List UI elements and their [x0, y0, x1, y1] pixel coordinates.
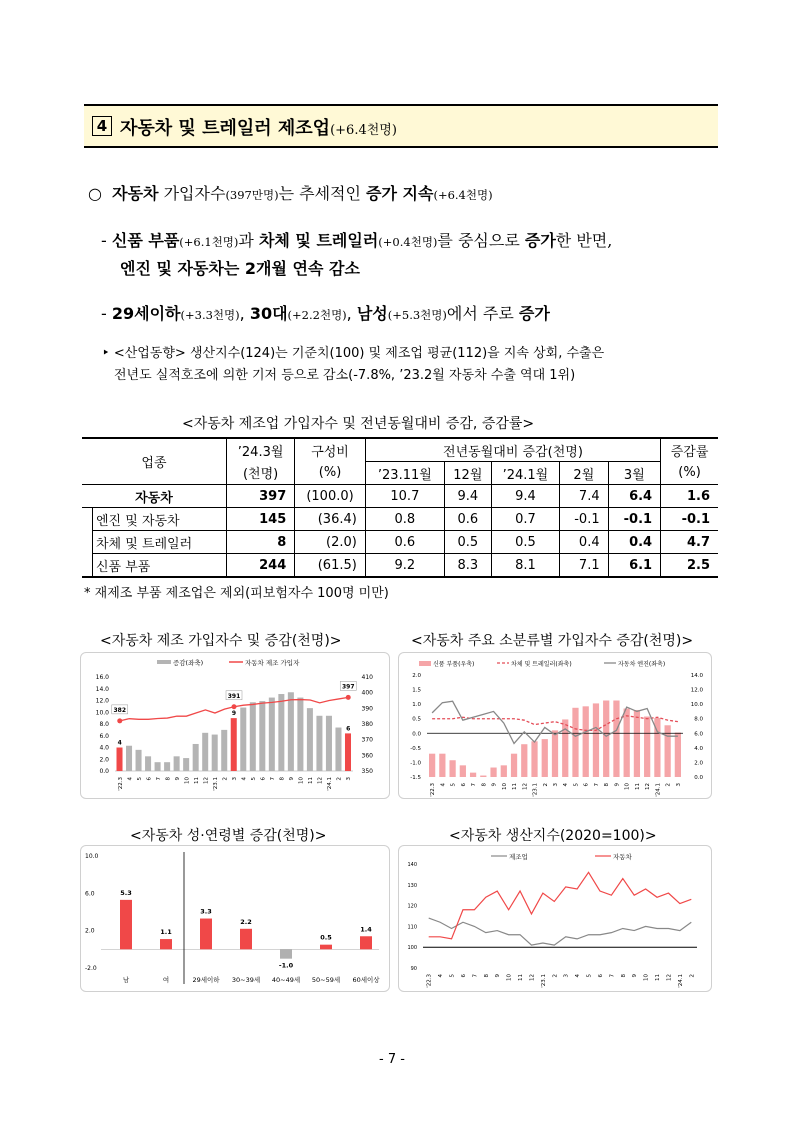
x-tick-label: 4 — [438, 974, 445, 978]
x-tick-label: 8 — [620, 974, 627, 978]
y-right-tick: 350 — [361, 768, 373, 775]
bar — [200, 919, 212, 950]
x-tick-label: 6 — [146, 777, 153, 781]
bar — [429, 754, 435, 777]
y-right-tick: 0.0 — [694, 775, 703, 781]
bar — [490, 768, 496, 777]
y-left-tick: 14.0 — [95, 685, 109, 693]
x-tick-label: 11 — [518, 974, 525, 981]
bar — [572, 708, 578, 777]
x-tick-label: 5 — [251, 777, 258, 781]
y-right-tick: 4.0 — [694, 745, 703, 752]
x-tick-label: 8 — [604, 783, 611, 787]
bar — [269, 698, 275, 771]
y-left-tick: 0.5 — [412, 716, 421, 723]
x-tick-label: 6 — [260, 777, 267, 781]
bar — [583, 706, 589, 777]
x-tick-label: 29세이하 — [192, 976, 220, 984]
bar — [501, 765, 507, 777]
line-marker — [232, 704, 237, 709]
series-line — [429, 872, 692, 939]
x-tick-label: 11 — [655, 974, 662, 981]
data-label: 9 — [231, 710, 237, 718]
y-right-tick: 12.0 — [690, 687, 703, 694]
x-tick-label: 50~59세 — [311, 976, 341, 984]
x-tick-label: '22.3 — [117, 777, 124, 791]
y-tick: -2.0 — [85, 965, 97, 972]
line-marker — [346, 695, 351, 700]
table-row: 신품 부품 244 (61.5) 9.2 8.3 8.1 7.1 6.1 2.5 — [82, 554, 718, 578]
x-tick-label: 7 — [472, 974, 479, 978]
bar — [160, 939, 172, 949]
x-tick-label: 11 — [634, 783, 641, 790]
table-row: 엔진 및 자동차 145 (36.4) 0.8 0.6 0.7 -0.1 -0.1 -0.1 — [82, 508, 718, 531]
y-left-tick: -1.5 — [410, 775, 421, 781]
x-tick-label: 11 — [308, 777, 315, 784]
subscriber-table: 업종 ’24.3월 구성비 전년동월대비 증감(천명) 증감률 (천명) (%) ’23.11월 12월 ’24.1월 2월 3월 (%) 자동차 397 (100.0) 10.7 9.4 9.4 7.4 6.4 1.6 엔진 및 자동차 145 (36.4) 0.8 0.6 0.7 -0.1 -0.1 -0.1 차체 및 트레일러 8 (2.0) 0.6 0.5 0.5 0.4 0.4 4.7 신품 부품 244 (61.5) 9.2 8.3 8.1 7.1 6.1 2.5 — [82, 437, 718, 578]
bar — [335, 728, 341, 771]
industry-note: ‣ <산업동향> 생산지수(124)는 기준치(100) 및 제조업 평균(112)을 지속 상회, 수출은 전년도 실적호조에 의한 기저 등으로 감소(-7.8%, ’23.2월 자동차 수출 역대 1위) — [102, 346, 605, 383]
bar — [562, 719, 568, 777]
legend-label: 증감(좌축) — [173, 659, 204, 667]
x-tick-label: '23.1 — [532, 783, 539, 797]
legend-label: 자동차 제조 가입자 — [245, 659, 300, 667]
bar — [480, 776, 486, 777]
bar — [511, 754, 517, 777]
bar — [297, 698, 303, 771]
x-tick-label: 7 — [270, 777, 277, 781]
section-header — [84, 104, 718, 148]
sub-point-demographics: - 29세이하(+3.3천명), 30대(+2.2천명), 남성(+5.3천명)에서 주로 증가 — [101, 304, 550, 323]
bar — [326, 716, 332, 771]
x-tick-label: 7 — [593, 783, 600, 787]
bar — [212, 735, 218, 771]
y-right-tick: 370 — [361, 736, 373, 744]
y-left-tick: -0.5 — [410, 745, 421, 752]
y-left-tick: 2.0 — [99, 756, 109, 764]
x-tick-label: 10 — [624, 783, 631, 790]
x-tick-label: 5 — [449, 974, 456, 978]
y-right-tick: 14.0 — [690, 673, 703, 679]
bar — [552, 730, 558, 777]
x-tick-label: 9 — [632, 974, 639, 978]
y-tick: 2.0 — [85, 927, 95, 935]
chart2-caption: <자동차 주요 소분류별 가입자수 증감(천명)> — [411, 633, 694, 649]
page-number: - 7 - — [379, 1052, 405, 1067]
legend-label: 신품 부품(우축) — [433, 661, 475, 668]
bar — [307, 708, 313, 771]
bar — [439, 754, 445, 777]
y-left-tick: 2.0 — [412, 673, 421, 679]
x-tick-label: 5 — [586, 974, 593, 978]
bar — [202, 733, 208, 771]
x-tick-label: 10 — [643, 974, 650, 981]
y-tick: 110 — [407, 924, 417, 931]
bar — [613, 701, 619, 778]
table-caption: <자동차 제조업 가입자수 및 전년동월대비 증감, 증감률> — [182, 416, 535, 432]
y-tick: 90 — [410, 966, 417, 972]
data-label: 6 — [346, 725, 351, 733]
bar — [155, 762, 161, 771]
x-tick-label: 10 — [298, 777, 305, 784]
x-tick-label: 2 — [552, 974, 559, 978]
y-tick: 140 — [407, 862, 417, 868]
x-tick-label: '24.1 — [655, 783, 662, 797]
data-label: 3.3 — [200, 907, 212, 916]
x-tick-label: 30~39세 — [231, 976, 261, 984]
bar — [120, 900, 132, 949]
x-tick-label: 12 — [317, 777, 324, 784]
chart-subscribers — [80, 652, 390, 799]
x-tick-label: 8 — [279, 777, 286, 781]
line-marker — [117, 718, 122, 723]
x-tick-label: 3 — [553, 783, 559, 787]
data-label: 1.4 — [360, 925, 372, 934]
data-label: 0.5 — [320, 933, 332, 942]
x-tick-label: 3 — [563, 974, 570, 978]
x-tick-label: 12 — [529, 974, 536, 981]
y-right-tick: 360 — [361, 752, 373, 760]
bar — [470, 773, 476, 777]
x-tick-label: 4 — [575, 974, 582, 978]
chart1-caption: <자동차 제조 가입자수 및 증감(천명)> — [100, 633, 342, 649]
y-left-tick: 1.0 — [412, 702, 421, 709]
y-left-tick: 6.0 — [99, 732, 109, 740]
bar — [531, 741, 537, 777]
x-tick-label: 8 — [481, 783, 488, 787]
bar — [193, 744, 199, 771]
bar — [320, 945, 332, 950]
col-change: 전년동월대비 증감(천명) — [365, 438, 660, 462]
y-left-tick: 4.0 — [99, 744, 109, 752]
x-tick-label: 4 — [563, 783, 570, 787]
x-tick-label: 10 — [184, 777, 191, 784]
bar — [174, 756, 180, 771]
x-tick-label: 5 — [573, 783, 580, 787]
y-tick: 100 — [407, 945, 417, 952]
bar — [221, 730, 227, 771]
x-tick-label: 2 — [336, 777, 343, 781]
y-left-tick: 8.0 — [99, 721, 109, 728]
x-tick-label: 10 — [506, 974, 513, 981]
x-tick-label: 7 — [471, 783, 478, 787]
bar — [542, 739, 548, 777]
sub-point-parts-cont: 엔진 및 자동차는 2개월 연속 감소 — [120, 259, 360, 278]
y-tick: 6.0 — [85, 890, 95, 898]
x-tick-label: '23.1 — [540, 974, 547, 988]
bar — [644, 717, 650, 777]
x-tick-label: '22.3 — [426, 974, 433, 988]
bar — [460, 765, 466, 777]
y-right-tick: 10.0 — [690, 702, 703, 709]
x-tick-label: 6 — [597, 974, 604, 978]
bar — [240, 708, 246, 771]
data-label: 5.3 — [120, 888, 132, 897]
bar — [278, 694, 284, 771]
x-tick-label: 10 — [501, 783, 508, 790]
bar — [183, 758, 189, 771]
bar — [624, 709, 630, 777]
x-tick-label: '23.1 — [212, 777, 219, 791]
bar — [449, 760, 455, 777]
x-tick-label: 12 — [522, 783, 529, 790]
bar — [164, 762, 170, 771]
x-tick-label: 7 — [609, 974, 616, 978]
chart-production-index — [398, 845, 712, 992]
bar — [360, 936, 372, 949]
y-right-tick: 6.0 — [694, 731, 703, 738]
bar — [288, 692, 294, 771]
bar — [675, 733, 681, 777]
x-tick-label: '22.3 — [430, 783, 437, 797]
data-label: 397 — [341, 683, 355, 691]
x-tick-label: 7 — [155, 777, 162, 781]
bar — [345, 733, 351, 771]
x-tick-label: 40~49세 — [271, 976, 301, 984]
y-left-tick: 0.0 — [412, 731, 421, 738]
x-tick-label: 3 — [232, 777, 238, 781]
section-delta: (+6.4천명) — [330, 123, 397, 138]
x-tick-label: 6 — [460, 783, 467, 787]
legend-label: 차체 및 트레일러(좌축) — [511, 661, 572, 668]
y-right-tick: 8.0 — [694, 716, 703, 723]
x-tick-label: '24.1 — [327, 777, 334, 791]
x-tick-label: 11 — [193, 777, 200, 784]
x-tick-label: 12 — [203, 777, 210, 784]
data-label: 382 — [113, 706, 127, 714]
bar — [145, 756, 151, 771]
table-row: 자동차 397 (100.0) 10.7 9.4 9.4 7.4 6.4 1.6 — [82, 485, 718, 508]
legend-label: 제조업 — [509, 853, 528, 861]
x-tick-label: 여 — [162, 976, 170, 984]
x-tick-label: 9 — [491, 783, 498, 787]
bar — [603, 701, 609, 778]
bar — [521, 744, 527, 777]
y-tick: 120 — [407, 903, 417, 910]
x-tick-label: 4 — [241, 777, 248, 781]
y-left-tick: 10.0 — [95, 709, 109, 717]
y-right-tick: 400 — [361, 689, 373, 697]
y-left-tick: 0.0 — [99, 768, 109, 775]
bar — [250, 702, 256, 771]
bar — [259, 701, 265, 771]
x-tick-label: 남 — [122, 976, 130, 984]
table-footnote: * 재제조 부품 제조업은 제외(피보험자수 100명 미만) — [84, 586, 389, 601]
x-tick-label: 3 — [675, 783, 682, 787]
y-tick: 10.0 — [85, 853, 99, 860]
y-right-tick: 2.0 — [694, 760, 703, 767]
y-left-tick: 12.0 — [95, 697, 109, 705]
legend-label: 자동차 엔진(좌축) — [618, 661, 666, 668]
table-row: 차체 및 트레일러 8 (2.0) 0.6 0.5 0.5 0.4 0.4 4.7 — [82, 531, 718, 554]
y-left-tick: 16.0 — [95, 674, 109, 681]
x-tick-label: 12 — [645, 783, 652, 790]
data-label: 391 — [227, 692, 241, 700]
x-tick-label: 6 — [460, 974, 467, 978]
x-tick-label: 8 — [165, 777, 172, 781]
x-tick-label: 2 — [222, 777, 229, 781]
x-tick-label: 5 — [136, 777, 143, 781]
data-label: 4 — [117, 739, 122, 747]
x-tick-label: 11 — [512, 783, 519, 790]
y-tick: 130 — [407, 882, 417, 889]
chart-subcategories — [398, 652, 712, 799]
x-tick-label: 2 — [542, 783, 549, 787]
bar — [316, 716, 322, 771]
x-tick-label: 4 — [440, 783, 447, 787]
x-tick-label: 8 — [483, 974, 490, 978]
x-tick-label: 2 — [665, 783, 672, 787]
y-right-tick: 390 — [361, 705, 373, 713]
x-tick-label: 2 — [689, 974, 696, 978]
x-tick-label: 9 — [495, 974, 502, 978]
chart-demographics — [80, 845, 390, 992]
y-right-tick: 380 — [361, 721, 373, 728]
bar — [117, 748, 123, 772]
legend-swatch — [157, 660, 171, 664]
bar — [136, 750, 142, 771]
chart4-caption: <자동차 생산지수(2020=100)> — [449, 828, 657, 844]
sub-point-parts: - 신품 부품(+6.1천명)과 차체 및 트레일러(+0.4천명)를 중심으로 증가한 반면, — [101, 231, 613, 250]
x-tick-label: 4 — [127, 777, 134, 781]
data-label: -1.0 — [278, 961, 294, 970]
data-label: 1.1 — [160, 928, 172, 937]
x-tick-label: 5 — [450, 783, 457, 787]
bar — [634, 710, 640, 777]
x-tick-label: 9 — [289, 777, 296, 781]
y-right-tick: 410 — [361, 674, 373, 681]
x-tick-label: '24.1 — [677, 974, 684, 988]
bar — [280, 949, 292, 958]
bar — [231, 718, 237, 771]
x-tick-label: 12 — [666, 974, 673, 981]
bar — [240, 929, 252, 950]
x-tick-label: 3 — [346, 777, 353, 781]
bullet-summary: ○ 자동차 가입자수(397만명)는 추세적인 증가 지속(+6.4천명) — [88, 184, 493, 203]
legend-label: 자동차 — [613, 853, 632, 861]
bar — [126, 746, 132, 771]
bar — [593, 703, 599, 777]
y-left-tick: -1.0 — [410, 760, 421, 767]
x-tick-label: 9 — [614, 783, 621, 787]
col-industry: 업종 — [82, 438, 226, 485]
x-tick-label: 9 — [174, 777, 181, 781]
section-number: 4 — [92, 116, 112, 136]
chart3-caption: <자동차 성·연령별 증감(천명)> — [130, 828, 327, 844]
series-line — [429, 918, 692, 945]
x-tick-label: 60세이상 — [352, 976, 380, 984]
y-left-tick: 1.5 — [412, 687, 421, 694]
section-title: 자동차 및 트레일러 제조업(+6.4천명) — [120, 118, 397, 139]
data-label: 2.2 — [240, 917, 252, 926]
legend-swatch — [419, 661, 431, 666]
x-tick-label: 6 — [583, 783, 590, 787]
